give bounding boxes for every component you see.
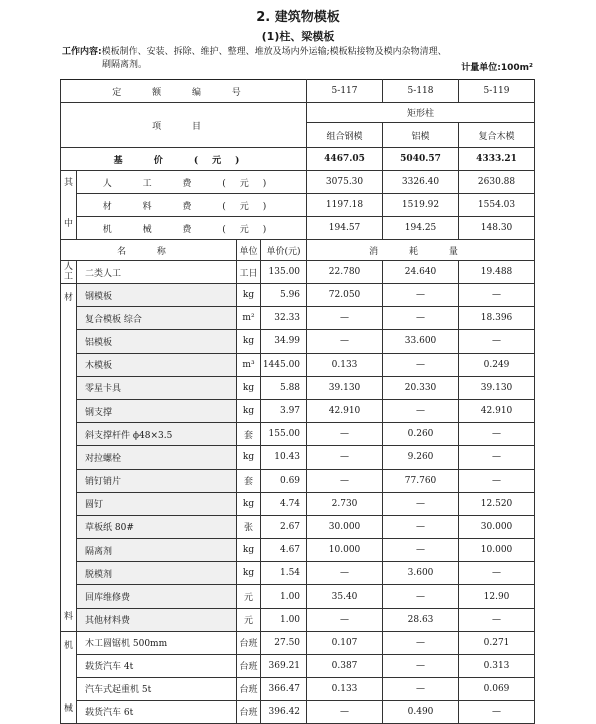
resource-quantity: — (307, 562, 383, 585)
resource-name: 汽车式起重机 5t (77, 677, 237, 700)
machine-row (61, 654, 535, 677)
resource-unit: 套 (237, 469, 261, 492)
machine-category-top: 机 (63, 640, 73, 651)
variant-label: 复合木模 (459, 123, 535, 148)
resource-price: 32.33 (261, 307, 307, 330)
quota-code: 5-119 (459, 80, 535, 103)
work-content-text-2: 刷隔离剂。 (102, 60, 148, 70)
resource-quantity: 39.130 (307, 376, 383, 399)
quota-code-label: 定 额 编 号 (61, 80, 307, 103)
resource-price: 1.54 (261, 562, 307, 585)
resource-quantity: 12.520 (459, 492, 535, 515)
machine-row (61, 631, 535, 654)
resource-name: 其他材料费 (77, 608, 237, 631)
resource-unit: kg (237, 330, 261, 353)
resource-quantity: 30.000 (459, 515, 535, 538)
cost-value: 2630.88 (459, 171, 535, 194)
resource-quantity: 2.730 (307, 492, 383, 515)
measure-unit: 计量单位:100m² (461, 63, 533, 73)
material-row (61, 469, 535, 492)
resource-quantity: 0.490 (383, 700, 459, 723)
base-price-label: 基 价 (元) (61, 148, 307, 171)
page-title: 2. 建筑物模板 (256, 10, 340, 25)
cost-name: 人 工 费 (元) (77, 171, 307, 194)
material-category-top: 材 (63, 293, 73, 303)
material-row (61, 608, 535, 631)
material-row (61, 307, 535, 330)
resource-quantity: 9.260 (383, 446, 459, 469)
resource-quantity: — (383, 307, 459, 330)
material-row (61, 492, 535, 515)
material-row (61, 423, 535, 446)
resource-price: 366.47 (261, 677, 307, 700)
resource-unit: kg (237, 284, 261, 307)
labor-category-top: 人 (63, 262, 73, 272)
resource-price: 1.00 (261, 608, 307, 631)
variant-label: 组合钢模 (307, 123, 383, 148)
resource-name: 草板纸 80# (77, 515, 237, 538)
resource-name: 复合模板 综合 (77, 307, 237, 330)
resource-name: 木模板 (77, 353, 237, 376)
resource-price: 10.43 (261, 446, 307, 469)
resource-quantity: 10.000 (307, 539, 383, 562)
labor-category (61, 261, 77, 284)
cost-value: 1519.92 (383, 194, 459, 217)
material-row (61, 399, 535, 422)
resource-name: 钢模板 (77, 284, 237, 307)
resource-unit: 工日 (237, 261, 261, 284)
resource-quantity: — (459, 562, 535, 585)
resource-quantity: — (459, 700, 535, 723)
cost-name: 材 料 费 (元) (77, 194, 307, 217)
resource-quantity: 3.600 (383, 562, 459, 585)
resource-unit: 套 (237, 423, 261, 446)
work-content-text-1: 模板制作、安装、拆除、维护、整理、堆放及场内外运输;模板粘接物及模内杂物清理、 (101, 47, 447, 57)
resource-price: 34.99 (261, 330, 307, 353)
resource-quantity: — (307, 307, 383, 330)
material-row (61, 353, 535, 376)
resource-price: 5.96 (261, 284, 307, 307)
resource-price: 369.21 (261, 654, 307, 677)
resource-price: 1.00 (261, 585, 307, 608)
resource-unit: 台班 (237, 631, 261, 654)
resource-name: 钢支撑 (77, 399, 237, 422)
cost-row (61, 194, 535, 217)
material-category (61, 284, 77, 632)
cost-row (61, 171, 535, 194)
col-name-header: 名 称 (61, 240, 237, 261)
resource-unit: m³ (237, 353, 261, 376)
resource-name: 载货汽车 6t (77, 700, 237, 723)
resource-quantity: — (383, 515, 459, 538)
resource-quantity: — (383, 539, 459, 562)
labor-category-bottom: 工 (63, 272, 73, 282)
resource-quantity: — (307, 446, 383, 469)
resource-quantity: — (383, 654, 459, 677)
resource-name: 载货汽车 4t (77, 654, 237, 677)
resource-quantity: — (307, 330, 383, 353)
resource-quantity: 0.271 (459, 631, 535, 654)
machine-category (61, 631, 77, 723)
labor-row (61, 261, 535, 284)
resource-unit: kg (237, 562, 261, 585)
resource-unit: kg (237, 399, 261, 422)
resource-quantity: 12.90 (459, 585, 535, 608)
resource-unit: kg (237, 492, 261, 515)
resource-quantity: — (383, 492, 459, 515)
resource-unit: 台班 (237, 654, 261, 677)
resource-price: 4.74 (261, 492, 307, 515)
resource-name: 脱模剂 (77, 562, 237, 585)
cost-group-bottom: 中 (63, 219, 73, 229)
resource-price: 5.88 (261, 376, 307, 399)
machine-row (61, 700, 535, 723)
material-row (61, 539, 535, 562)
base-price: 4467.05 (307, 148, 383, 171)
material-row (61, 515, 535, 538)
machine-row (61, 677, 535, 700)
resource-quantity: — (459, 330, 535, 353)
resource-quantity: 42.910 (307, 399, 383, 422)
resource-name: 斜支撑杆件 ϕ48×3.5 (77, 423, 237, 446)
group-label: 矩形柱 (307, 103, 535, 123)
material-row (61, 562, 535, 585)
resource-name: 对拉螺栓 (77, 446, 237, 469)
resource-price: 396.42 (261, 700, 307, 723)
resource-name: 零星卡具 (77, 376, 237, 399)
resource-quantity: 19.488 (459, 261, 535, 284)
quota-code-row (61, 80, 535, 103)
resource-quantity: — (459, 284, 535, 307)
resource-name: 圆钉 (77, 492, 237, 515)
resource-quantity: — (459, 469, 535, 492)
resource-unit: kg (237, 376, 261, 399)
cost-row (61, 217, 535, 240)
material-row (61, 376, 535, 399)
col-price-header: 单价(元) (261, 240, 307, 261)
cost-value: 148.30 (459, 217, 535, 240)
resource-quantity: 10.000 (459, 539, 535, 562)
quota-code: 5-117 (307, 80, 383, 103)
resource-quantity: 0.387 (307, 654, 383, 677)
resource-quantity: — (383, 284, 459, 307)
resource-name: 铝模板 (77, 330, 237, 353)
resource-price: 27.50 (261, 631, 307, 654)
resource-quantity: 72.050 (307, 284, 383, 307)
cost-value: 1554.03 (459, 194, 535, 217)
resource-quantity: — (459, 608, 535, 631)
resource-quantity: — (383, 631, 459, 654)
cost-value: 194.25 (383, 217, 459, 240)
resource-quantity: 0.313 (459, 654, 535, 677)
resource-quantity: — (459, 446, 535, 469)
material-row (61, 446, 535, 469)
resource-quantity: — (459, 423, 535, 446)
resource-quantity: 0.107 (307, 631, 383, 654)
col-unit-header: 单位 (237, 240, 261, 261)
resource-quantity: — (307, 423, 383, 446)
resource-name: 回库维修费 (77, 585, 237, 608)
resource-quantity: 28.63 (383, 608, 459, 631)
resource-quantity: — (307, 469, 383, 492)
work-content-label: 工作内容: (62, 47, 102, 57)
resource-quantity: — (383, 353, 459, 376)
resource-unit: 元 (237, 585, 261, 608)
cost-group-label (61, 171, 77, 240)
cost-value: 3075.30 (307, 171, 383, 194)
base-price-row (61, 148, 535, 171)
material-category-bottom: 料 (63, 612, 73, 622)
resource-price: 155.00 (261, 423, 307, 446)
material-row (61, 284, 535, 307)
cost-group-top: 其 (63, 178, 73, 188)
resource-quantity: — (307, 608, 383, 631)
cost-value: 3326.40 (383, 171, 459, 194)
resource-unit: kg (237, 539, 261, 562)
section-subtitle: (1)柱、梁模板 (261, 30, 335, 43)
machine-category-bottom: 械 (63, 703, 73, 714)
resource-unit: 台班 (237, 700, 261, 723)
group-row (61, 103, 535, 123)
material-row (61, 330, 535, 353)
quota-code: 5-118 (383, 80, 459, 103)
resource-quantity: 24.640 (383, 261, 459, 284)
resource-unit: m² (237, 307, 261, 330)
cost-value: 1197.18 (307, 194, 383, 217)
column-header-row (61, 240, 535, 261)
base-price: 5040.57 (383, 148, 459, 171)
resource-quantity: — (383, 585, 459, 608)
item-label: 项 目 (61, 103, 307, 148)
resource-unit: 元 (237, 608, 261, 631)
resource-quantity: 33.600 (383, 330, 459, 353)
resource-price: 3.97 (261, 399, 307, 422)
resource-quantity: 77.760 (383, 469, 459, 492)
resource-unit: kg (237, 446, 261, 469)
resource-unit: 张 (237, 515, 261, 538)
resource-quantity: 35.40 (307, 585, 383, 608)
resource-unit: 台班 (237, 677, 261, 700)
resource-quantity: 0.069 (459, 677, 535, 700)
col-consume-header: 消 耗 量 (307, 240, 535, 261)
resource-price: 4.67 (261, 539, 307, 562)
material-row (61, 585, 535, 608)
resource-quantity: 42.910 (459, 399, 535, 422)
resource-quantity: — (383, 677, 459, 700)
resource-price: 2.67 (261, 515, 307, 538)
resource-name: 二类人工 (77, 261, 237, 284)
resource-quantity: 18.396 (459, 307, 535, 330)
resource-quantity: 39.130 (459, 376, 535, 399)
resource-price: 0.69 (261, 469, 307, 492)
resource-quantity: 22.780 (307, 261, 383, 284)
resource-quantity: 30.000 (307, 515, 383, 538)
cost-value: 194.57 (307, 217, 383, 240)
resource-name: 木工圆锯机 500mm (77, 631, 237, 654)
resource-quantity: — (307, 700, 383, 723)
base-price: 4333.21 (459, 148, 535, 171)
cost-name: 机 械 费 (元) (77, 217, 307, 240)
resource-quantity: 0.133 (307, 353, 383, 376)
resource-quantity: 0.260 (383, 423, 459, 446)
variant-label: 铝模 (383, 123, 459, 148)
resource-quantity: 0.249 (459, 353, 535, 376)
resource-price: 1445.00 (261, 353, 307, 376)
quota-table (60, 79, 535, 724)
resource-price: 135.00 (261, 261, 307, 284)
resource-quantity: 0.133 (307, 677, 383, 700)
resource-quantity: 20.330 (383, 376, 459, 399)
resource-name: 隔离剂 (77, 539, 237, 562)
resource-name: 销钉销片 (77, 469, 237, 492)
resource-quantity: — (383, 399, 459, 422)
